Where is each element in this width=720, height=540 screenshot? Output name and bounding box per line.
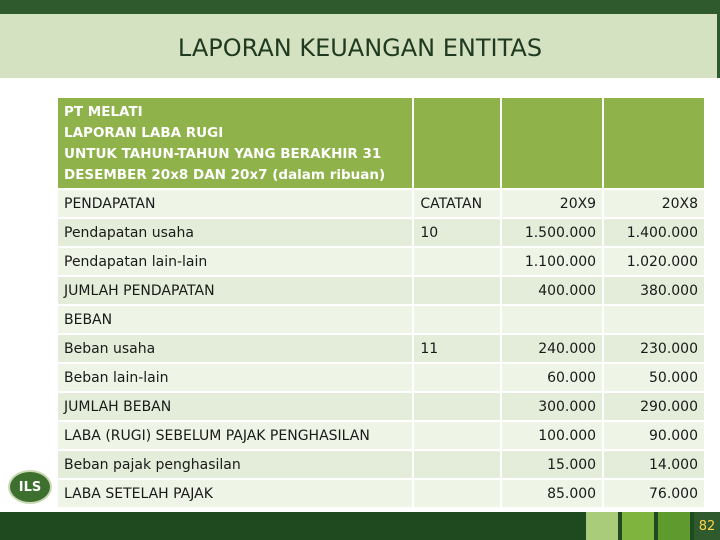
row-value-y2: 290.000 [604, 393, 704, 420]
table-row [58, 306, 704, 333]
row-label: LABA (RUGI) SEBELUM PAJAK PENGHASILAN [58, 422, 412, 449]
table-header-row [58, 98, 704, 188]
row-value-y1: 300.000 [502, 393, 602, 420]
row-note [414, 480, 500, 507]
row-label: JUMLAH PENDAPATAN [58, 277, 412, 304]
row-value-y2: 230.000 [604, 335, 704, 362]
row-value-y1: 85.000 [502, 480, 602, 507]
row-note: 10 [414, 219, 500, 246]
top-strip [0, 0, 720, 14]
row-note [414, 306, 500, 333]
table-header-title [58, 98, 412, 188]
header-line-period-1: UNTUK TAHUN-TAHUN YANG BERAKHIR 31 [64, 146, 382, 162]
row-label: BEBAN [58, 306, 412, 333]
page-title [0, 34, 720, 62]
row-value-y1: 15.000 [502, 451, 602, 478]
table-row [58, 248, 704, 275]
table-row [58, 451, 704, 478]
row-value-y1: 1.100.000 [502, 248, 602, 275]
row-label: LABA SETELAH PAJAK [58, 480, 412, 507]
row-value-y2: 1.020.000 [604, 248, 704, 275]
row-note [414, 277, 500, 304]
header-cell-y2 [604, 98, 704, 188]
row-note [414, 248, 500, 275]
row-value-y1: 400.000 [502, 277, 602, 304]
row-label: Beban pajak penghasilan [58, 451, 412, 478]
footer-square-dark [658, 512, 690, 540]
row-label: Beban lain-lain [58, 364, 412, 391]
table-row [58, 393, 704, 420]
row-value-y2: 90.000 [604, 422, 704, 449]
header-cell-note [414, 98, 500, 188]
row-value-y2: 380.000 [604, 277, 704, 304]
table-row [58, 480, 704, 507]
row-note: CATATAN [414, 190, 500, 217]
row-value-y2 [604, 306, 704, 333]
row-label: Beban usaha [58, 335, 412, 362]
table-row [58, 422, 704, 449]
row-value-y2: 50.000 [604, 364, 704, 391]
table-row [58, 364, 704, 391]
row-note [414, 364, 500, 391]
row-value-y2: 1.400.000 [604, 219, 704, 246]
header-line-period-2: DESEMBER 20x8 DAN 20x7 (dalam ribuan) [64, 167, 386, 183]
row-value-y2: 76.000 [604, 480, 704, 507]
row-value-y1: 20X9 [502, 190, 602, 217]
income-statement-table [56, 96, 706, 509]
row-label: PENDAPATAN [58, 190, 412, 217]
table-row [58, 277, 704, 304]
footer-square-medium [622, 512, 654, 540]
page-number: 82 [694, 512, 720, 540]
row-value-y2: 20X8 [604, 190, 704, 217]
row-value-y1: 100.000 [502, 422, 602, 449]
header-line-report: LAPORAN LABA RUGI [64, 125, 224, 141]
row-value-y2: 14.000 [604, 451, 704, 478]
table-row [58, 219, 704, 246]
row-note [414, 422, 500, 449]
header-line-company: PT MELATI [64, 104, 143, 120]
row-label: Pendapatan lain-lain [58, 248, 412, 275]
page-title-text: LAPORAN KEUANGAN ENTITAS [177, 34, 543, 62]
table-row [58, 190, 704, 217]
ils-badge: ILS [8, 470, 52, 504]
row-value-y1 [502, 306, 602, 333]
row-value-y1: 240.000 [502, 335, 602, 362]
header-cell-y1 [502, 98, 602, 188]
row-note [414, 451, 500, 478]
row-note [414, 393, 500, 420]
table-row [58, 335, 704, 362]
row-note: 11 [414, 335, 500, 362]
footer-square-light [586, 512, 618, 540]
row-label: JUMLAH BEBAN [58, 393, 412, 420]
row-value-y1: 1.500.000 [502, 219, 602, 246]
row-label: Pendapatan usaha [58, 219, 412, 246]
row-value-y1: 60.000 [502, 364, 602, 391]
